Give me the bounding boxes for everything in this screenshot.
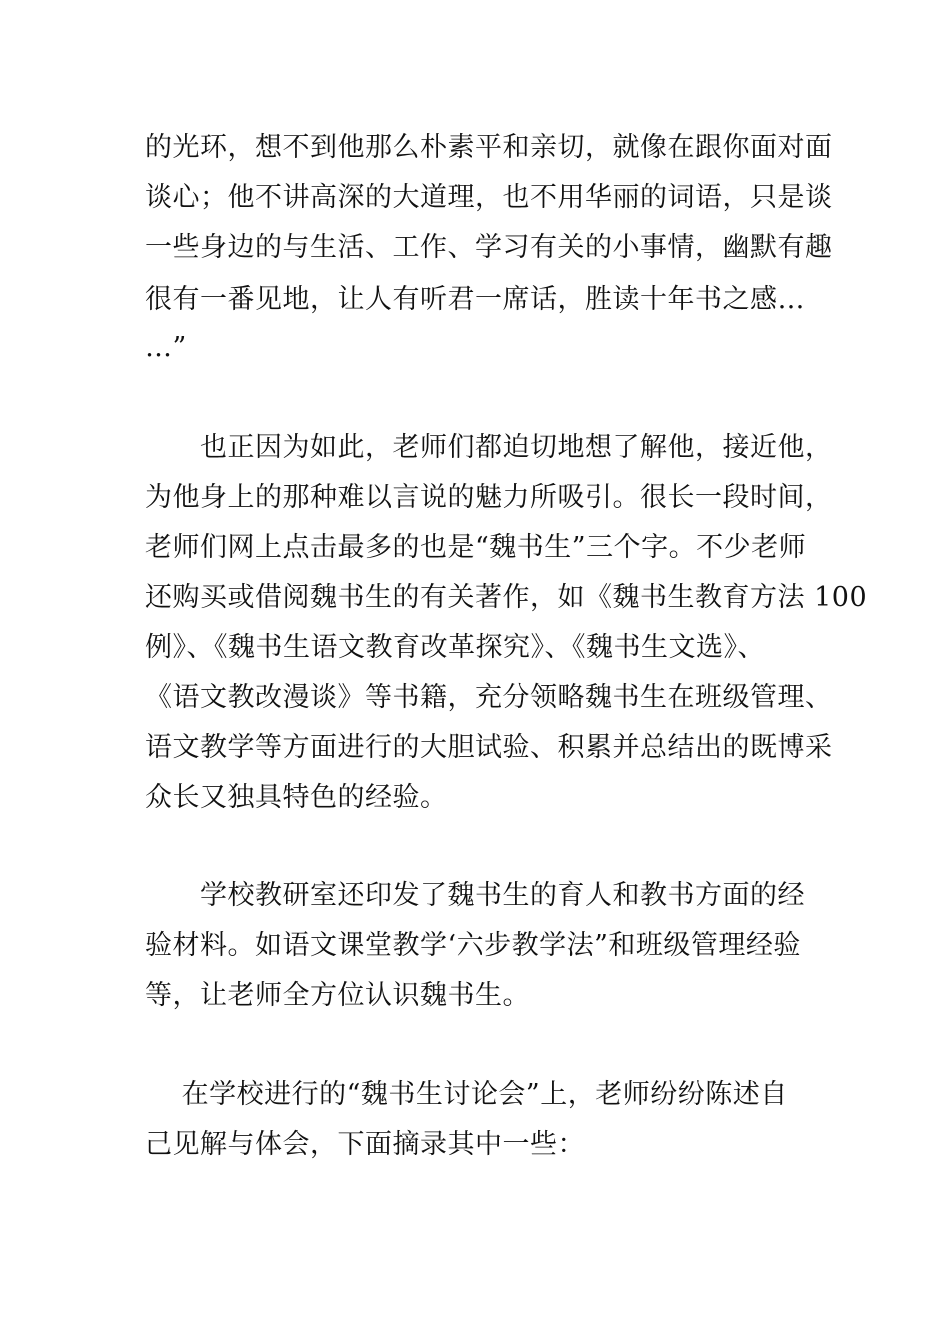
paragraph-4-line-2: 己见解与体会，下面摘录其中一些：: [145, 1129, 585, 1160]
paragraph-3-line-3: 等，让老师全方位认识魏书生。: [145, 980, 530, 1011]
paragraph-1-line-4: 很有一番见地，让人有听君一席话，胜读十年书之感…: [145, 284, 805, 315]
paragraph-2-line-1: 也正因为如此，老师们都迫切地想了解他，接近他，: [145, 432, 833, 463]
paragraph-3-line-1: 学校教研室还印发了魏书生的育人和教书方面的经: [145, 880, 805, 911]
paragraph-2-line-4: 还购买或借阅魏书生的有关著作，如《魏书生教育方法 100: [145, 582, 868, 613]
paragraph-2-line-5: 例》、《魏书生语文教育改革探究》、《魏书生文选》、: [145, 632, 765, 663]
paragraph-1-line-3: 一些身边的与生活、工作、学习有关的小事情，幽默有趣: [145, 232, 833, 263]
paragraph-4-line-1: 在学校进行的“魏书生讨论会”上，老师纷纷陈述自: [145, 1079, 788, 1110]
paragraph-1-line-5: …”: [145, 332, 187, 363]
paragraph-1-line-1: 的光环，想不到他那么朴素平和亲切，就像在跟你面对面: [145, 132, 833, 163]
paragraph-2-line-2: 为他身上的那种难以言说的魅力所吸引。很长一段时间，: [145, 482, 833, 513]
paragraph-2-line-3: 老师们网上点击最多的也是“魏书生”三个字。不少老师: [145, 532, 807, 563]
paragraph-2-line-8: 众长又独具特色的经验。: [145, 782, 448, 813]
paragraph-1-line-2: 谈心；他不讲高深的大道理，也不用华丽的词语，只是谈: [145, 182, 833, 213]
paragraph-3-line-2: 验材料。如语文课堂教学‘六步教学法”和班级管理经验: [145, 930, 801, 961]
paragraph-2-line-7: 语文教学等方面进行的大胆试验、积累并总结出的既博采: [145, 732, 833, 763]
paragraph-2-line-6: 《语文教改漫谈》等书籍，充分领略魏书生在班级管理、: [145, 682, 833, 713]
